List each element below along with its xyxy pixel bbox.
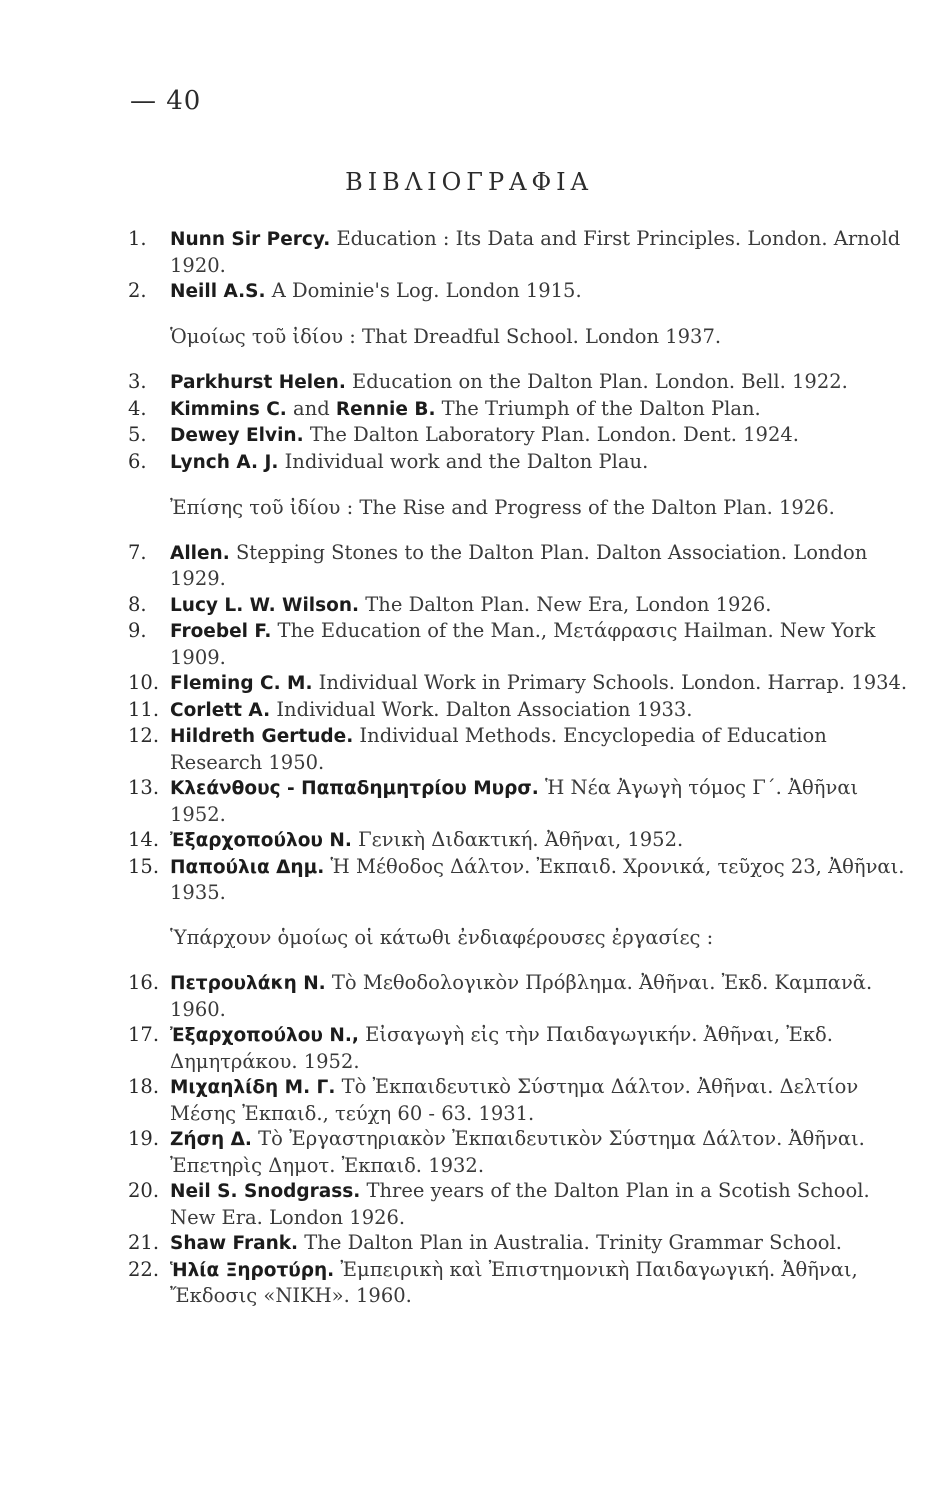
bibliography-entry [128, 1022, 908, 1074]
bibliography-entry [128, 1074, 908, 1126]
entry-author: Lucy L. W. Wilson. [170, 594, 360, 616]
entry-text: Ἡ Μέθοδος Δάλτον. Ἐκπαιδ. Χρονικά, τεῦχος 23, Ἀθῆναι. 1935. [170, 854, 905, 904]
entry-number: 19. [128, 1127, 160, 1150]
entry-author: Ζήση Δ. [170, 1129, 252, 1150]
entry-text: Individual Work in Primary Schools. London. Harrap. 1934. [312, 671, 908, 694]
entry-number: 8. [128, 592, 147, 616]
bibliography-note: Ἐπίσης τοῦ ἰδίου : The Rise and Progress of the Dalton Plan. 1926. [170, 495, 835, 519]
entry-author: Nunn Sir Percy. [170, 229, 331, 250]
entry-number: 16. [128, 971, 160, 994]
bibliography-entry [128, 670, 908, 697]
bibliography-entry [128, 278, 908, 305]
bibliography-entry [128, 775, 908, 827]
bibliography-list [128, 226, 908, 1309]
entry-author: Hildreth Gertude. [170, 726, 354, 747]
bibliography-entry [128, 697, 908, 724]
entry-author: Allen. [170, 542, 230, 564]
entry-text: Education : Its Data and First Principles. London. Arnold 1920. [170, 227, 901, 277]
entry-text: Εἰσαγωγὴ εἰς τὴν Παιδαγωγικήν. Ἀθῆναι, Ἐκδ. Δημητράκου. 1952. [170, 1023, 833, 1073]
entry-text: The Dalton Laboratory Plan. London. Dent. 1924. [303, 423, 799, 446]
entry-number: 15. [128, 854, 160, 878]
bibliography-entry [128, 449, 908, 476]
bibliography-entry [128, 1257, 908, 1309]
entry-number: 18. [128, 1075, 160, 1098]
entry-text: Γενικὴ Διδακτική. Ἀθῆναι, 1952. [351, 828, 684, 851]
entry-number: 13. [128, 776, 160, 799]
entry-text-second: The Triumph of the Dalton Plan. [435, 396, 761, 420]
entry-author: Ἐξαρχοπούλου Ν. [170, 830, 352, 851]
entry-author: Lynch A. J. [170, 451, 279, 473]
bibliography-entry [128, 970, 908, 1022]
page-title: ΒΙΒΛΙΟΓΡΑΦΙΑ [345, 168, 593, 196]
entry-author: Froebel F. [170, 621, 272, 642]
page-number: — 40 [130, 86, 202, 116]
entry-number: 12. [128, 724, 160, 747]
entry-author: Ἐξαρχοπούλου Ν., [170, 1025, 359, 1046]
bibliography-note: Ὁμοίως τοῦ ἰδίου : That Dreadful School. London 1937. [170, 325, 722, 348]
entry-author: Πετρουλάκη Ν. [170, 973, 326, 994]
entry-text: Τὸ Ἐργαστηριακὸν Ἐκπαιδευτικὸν Σύστημα Δάλτον. Ἀθῆναι. Ἐπετηρὶς Δημοτ. Ἐκπαιδ. 1932. [170, 1127, 865, 1177]
entry-text: Education on the Dalton Plan. London. Bell. 1922. [345, 370, 848, 393]
entry-text: Τὸ Μεθοδολογικὸν Πρόβλημα. Ἀθῆναι. Ἐκδ. Καμπανᾶ. 1960. [170, 971, 873, 1021]
entry-text: Τὸ Ἐκπαιδευτικὸ Σύστημα Δάλτον. Ἀθῆναι. Δελτίον Μέσης Ἐκπαιδ., τεύχη 60 - 63. 1931. [170, 1075, 859, 1125]
entry-author: Neil S. Snodgrass. [170, 1181, 361, 1202]
entry-number: 11. [128, 697, 160, 721]
entry-text: Stepping Stones to the Dalton Plan. Dalton Association. London 1929. [170, 540, 868, 590]
bibliography-entry [128, 1126, 908, 1178]
entry-author: Parkhurst Helen. [170, 372, 346, 393]
entry-text: Individual Methods. Encyclopedia of Education Research 1950. [170, 724, 827, 774]
entry-text: and [286, 396, 336, 420]
bibliography-entry [128, 618, 908, 670]
entry-number: 22. [128, 1257, 160, 1281]
entry-text: Ἐμπειρικὴ καὶ Ἐπιστημονικὴ Παιδαγωγική. Ἀθῆναι, Ἔκδοσις «ΝΙΚΗ». 1960. [170, 1257, 858, 1307]
entry-number: 17. [128, 1023, 160, 1046]
entry-text: The Dalton Plan. New Era, London 1926. [359, 592, 772, 616]
entry-text: The Dalton Plan in Australia. Trinity Grammar School. [298, 1231, 842, 1254]
entry-number: 1. [128, 227, 147, 250]
entry-author: Fleming C. M. [170, 673, 313, 694]
entry-number: 10. [128, 671, 160, 694]
entry-author: Κλεάνθους - Παπαδημητρίου Μυρσ. [170, 778, 539, 799]
entry-author-second: Rennie B. [335, 398, 436, 420]
entry-author: Neill A.S. [170, 281, 266, 302]
entry-text: The Education of the Man., Μετάφρασις Hailman. New York 1909. [170, 619, 876, 669]
entry-author: Corlett A. [170, 699, 271, 721]
entry-author: Μιχαηλίδη Μ. Γ. [170, 1077, 336, 1098]
entry-author: Ἡλία Ξηροτύρη. [170, 1259, 335, 1281]
bibliography-entry [128, 226, 908, 278]
entry-author: Kimmins C. [170, 398, 287, 420]
entry-number: 7. [128, 540, 147, 564]
entry-number: 5. [128, 423, 147, 446]
bibliography-entry [128, 540, 908, 592]
bibliography-entry [128, 1178, 908, 1230]
entry-text: Three years of the Dalton Plan in a Scotish School. New Era. London 1926. [170, 1179, 870, 1229]
entry-number: 20. [128, 1179, 160, 1202]
entry-number: 4. [128, 396, 147, 420]
bibliography-entry [128, 1230, 908, 1257]
entry-number: 6. [128, 449, 147, 473]
entry-number: 3. [128, 370, 147, 393]
bibliography-entry [128, 827, 908, 854]
entry-number: 21. [128, 1231, 160, 1254]
entry-number: 14. [128, 828, 160, 851]
bibliography-entry [128, 422, 908, 449]
entry-text: Individual Work. Dalton Association 1933. [270, 697, 693, 721]
entry-number: 9. [128, 619, 147, 642]
bibliography-entry [128, 592, 908, 619]
entry-author: Dewey Elvin. [170, 425, 304, 446]
entry-number: 2. [128, 279, 147, 302]
entry-author: Shaw Frank. [170, 1233, 299, 1254]
bibliography-entry [128, 854, 908, 906]
entry-text: Individual work and the Dalton Plau. [278, 449, 649, 473]
entry-text: Ἡ Νέα Ἀγωγὴ τόμος Γ΄. Ἀθῆναι 1952. [170, 776, 859, 826]
entry-text: A Dominie's Log. London 1915. [265, 279, 582, 302]
bibliography-note: Ὑπάρχουν ὁμοίως οἱ κάτωθι ἐνδιαφέρουσες ἐργασίες : [170, 926, 714, 949]
bibliography-entry [128, 369, 908, 396]
bibliography-entry [128, 396, 908, 423]
bibliography-entry [128, 723, 908, 775]
entry-author: Παπούλια Δημ. [170, 856, 325, 878]
